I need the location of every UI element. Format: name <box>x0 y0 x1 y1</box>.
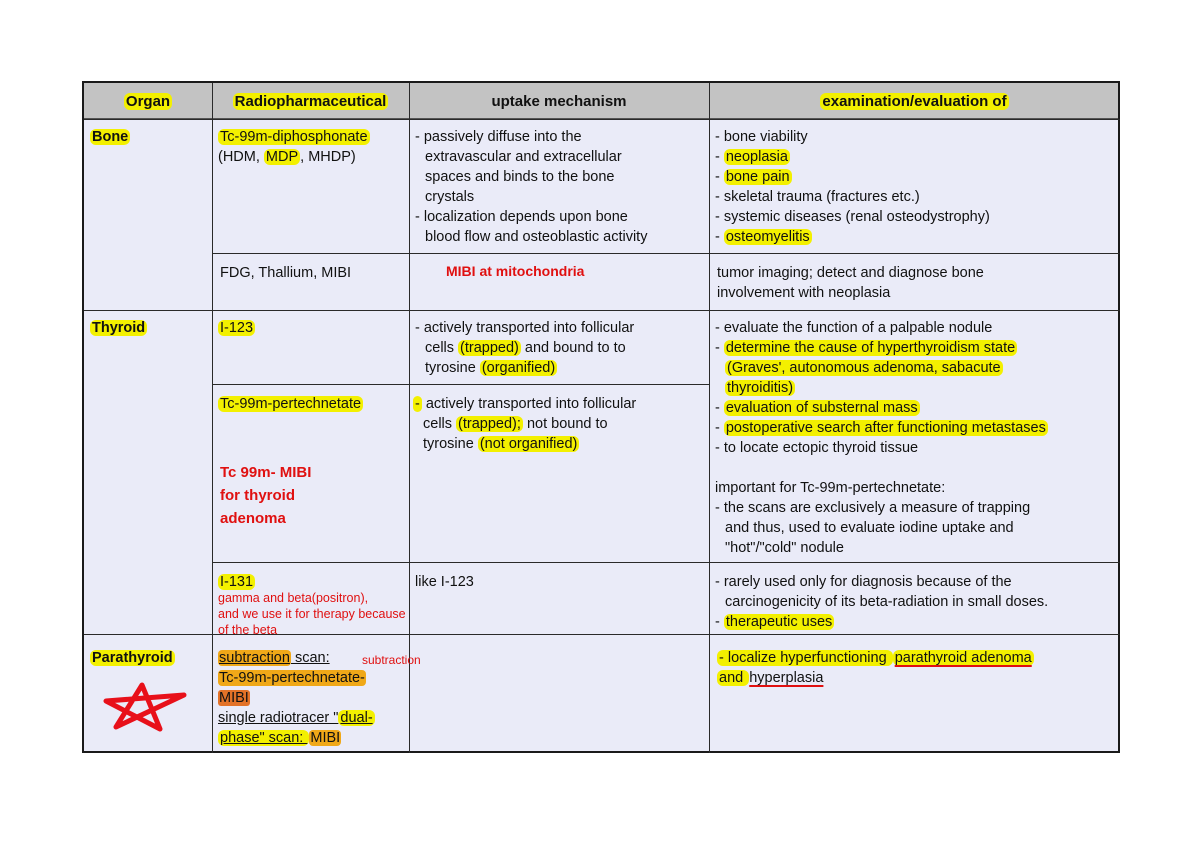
header-radiopharmaceutical: Radiopharmaceutical <box>234 92 387 110</box>
bone-radiopharmaceutical-2: FDG, Thallium, MIBI <box>220 265 352 281</box>
thyroid-radiopharmaceutical-3: I-131 <box>220 574 254 590</box>
bone-radiopharmaceutical: Tc-99m-diphosphonate (HDM, MDP , MHDP) <box>218 129 368 165</box>
radiopharmaceutical-table <box>82 81 1120 753</box>
header-organ: Organ <box>125 92 171 110</box>
thyroid-handwritten-note: Tc 99m- MIBI for thyroid adenoma <box>220 464 312 527</box>
parathyroid-radiopharmaceutical: subtraction scan: Tc-99m-pertechnetate- MIBI single radiotracer " dual- phase" scan: MIBI <box>218 650 373 746</box>
row-divider <box>84 310 1120 311</box>
bone-uptake: - passively diffuse into the extravascular and extracellular spaces and binds to the bone crystals - localization depends upon bone blood flow and osteoblastic activity <box>415 129 648 245</box>
thyroid-exam-3: - rarely used only for diagnosis because of the carcinogenicity of its beta-radiation in small doses. - therapeutic uses <box>715 574 1049 630</box>
bone-exam-2: tumor imaging; detect and diagnose bone involvement with neoplasia <box>717 265 984 301</box>
parathyroid-note: subtraction <box>362 653 421 667</box>
thyroid-radiopharmaceutical-2: Tc-99m-pertechnetate <box>220 396 362 412</box>
star-icon <box>98 681 188 733</box>
thyroid-uptake-3: like I-123 <box>415 574 474 590</box>
header-exam: examination/evaluation of <box>822 92 1007 110</box>
row-divider <box>212 384 709 385</box>
thyroid-i131-note: gamma and beta(positron), and we use it for therapy because of the beta <box>218 591 406 637</box>
col-divider <box>212 83 213 753</box>
thyroid-radiopharmaceutical-1: I-123 <box>220 320 254 336</box>
thyroid-uptake-1: - actively transported into follicular cells (trapped) and bound to to tyrosine (organified) <box>415 320 635 376</box>
organ-thyroid: Thyroid <box>92 320 146 336</box>
row-divider <box>84 119 1120 120</box>
col-divider <box>709 83 710 753</box>
row-divider <box>212 253 1120 254</box>
parathyroid-exam: - localize hyperfunctioning parathyroid adenoma and hyperplasia <box>719 650 1032 686</box>
organ-parathyroid: Parathyroid <box>92 650 173 666</box>
bone-handwritten-note: MIBI at mitochondria <box>446 263 585 279</box>
header-uptake: uptake mechanism <box>491 92 627 110</box>
thyroid-exam: - evaluate the function of a palpable nodule - determine the cause of hyperthyroidism state (Graves', autonomous adenoma, sabacute thyroiditis) - evaluation of substernal mass - postoperative search after functioning metastases - to locate ectopic thyroid tissue important for Tc-99m-pertechnetate: - the scans are exclusively a measure of trapping and thus, used to evaluate iodine uptake and "hot"/"cold" nodule <box>715 320 1046 556</box>
bone-exam: - bone viability - neoplasia - bone pain - skeletal trauma (fractures etc.) - systemic diseases (renal osteodystrophy) - osteomyelitis <box>715 129 990 245</box>
thyroid-uptake-2: - actively transported into follicular cells (trapped); not bound to tyrosine (not organified) <box>415 396 637 452</box>
organ-bone: Bone <box>92 129 129 145</box>
row-divider <box>212 562 1120 563</box>
